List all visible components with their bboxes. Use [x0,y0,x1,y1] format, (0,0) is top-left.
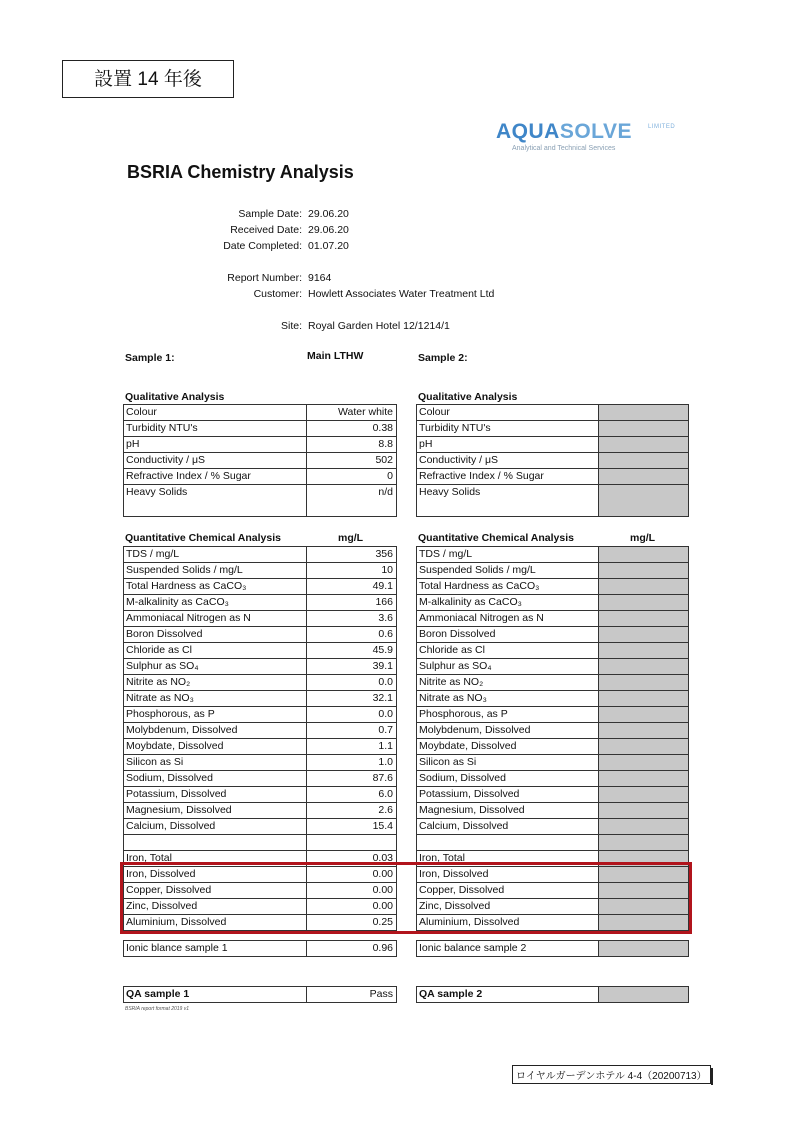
empty-value [599,563,689,579]
empty-value [599,643,689,659]
row-label: Total Hardness as CaCO₃ [417,579,599,595]
empty-value [599,835,689,851]
table-row [417,405,689,421]
row-label: Heavy Solids [417,485,599,517]
qualitative-heading-1: Qualitative Analysis [125,391,225,403]
empty-value [599,941,689,957]
row-value: 49.1 [307,579,397,595]
row-value: 6.0 [307,787,397,803]
meta-value: Howlett Associates Water Treatment Ltd [308,288,495,300]
row-label: Nitrate as NO₃ [417,691,599,707]
row-label: Turbidity NTU's [124,421,307,437]
empty-value [599,755,689,771]
table-row [124,595,397,611]
quantitative-heading-1: Quantitative Chemical Analysis [125,532,281,544]
table-row [124,723,397,739]
logo-subtitle: Analytical and Technical Services [512,145,616,152]
row-value: 0.00 [307,867,397,883]
row-label: pH [417,437,599,453]
row-label: Phosphorous, as P [417,707,599,723]
ionic-label-1: Ionic blance sample 1 [124,941,307,957]
meta-value: 9164 [308,272,332,284]
table-row [124,469,397,485]
table-row [417,739,689,755]
empty-value [599,803,689,819]
row-label: pH [124,437,307,453]
row-value: 87.6 [307,771,397,787]
row-label: Moybdate, Dissolved [417,739,599,755]
row-label: Colour [417,405,599,421]
table-row [417,675,689,691]
table-row [124,405,397,421]
row-value: 1.0 [307,755,397,771]
table-row [124,421,397,437]
qa-label-1: QA sample 1 [124,987,307,1003]
row-label: Zinc, Dissolved [124,899,307,915]
ionic-balance-sample1 [123,940,397,957]
row-label: Moybdate, Dissolved [124,739,307,755]
table-row [417,611,689,627]
empty-value [599,405,689,421]
row-label: Total Hardness as CaCO₃ [124,579,307,595]
table-row [417,819,689,835]
meta-label: Received Date: [230,224,302,236]
ionic-value-1: 0.96 [307,941,397,957]
empty-value [599,771,689,787]
row-label: Iron, Total [124,851,307,867]
row-label: Sodium, Dissolved [417,771,599,787]
table-row [124,803,397,819]
row-label: Refractive Index / % Sugar [124,469,307,485]
row-label [417,835,599,851]
empty-value [599,691,689,707]
table-row [417,563,689,579]
quantitative-unit-2: mg/L [630,532,656,544]
qa-sample2 [416,986,689,1003]
row-label: Molybdenum, Dissolved [417,723,599,739]
ionic-balance-sample2 [416,940,689,957]
row-label: M-alkalinity as CaCO₃ [124,595,307,611]
meta-label: Date Completed: [223,240,302,252]
empty-value [599,707,689,723]
qualitative-table-sample1 [123,404,397,517]
table-row [417,771,689,787]
row-label: Nitrite as NO₂ [417,675,599,691]
row-label: Iron, Dissolved [417,867,599,883]
row-value: 0.25 [307,915,397,931]
table-row [124,659,397,675]
meta-label: Report Number: [227,272,302,284]
empty-value [599,819,689,835]
meta-value: 29.06.20 [308,208,349,220]
table-row [417,987,689,1003]
highlight-box [120,862,692,934]
row-value: 45.9 [307,643,397,659]
table-row [124,941,397,957]
table-row [417,469,689,485]
table-row [124,627,397,643]
table-row [124,643,397,659]
row-label: Iron, Total [417,851,599,867]
row-label: Nitrate as NO₃ [124,691,307,707]
row-value: Water white [307,405,397,421]
row-label: Chloride as Cl [417,643,599,659]
row-label: Suspended Solids / mg/L [124,563,307,579]
table-row [124,771,397,787]
empty-value [599,547,689,563]
row-value: 39.1 [307,659,397,675]
row-label: Aluminium, Dissolved [417,915,599,931]
qa-label-2: QA sample 2 [417,987,599,1003]
row-value: 0.38 [307,421,397,437]
table-row [124,755,397,771]
table-row [124,987,397,1003]
empty-value [599,987,689,1003]
table-row [124,675,397,691]
row-value: 0.03 [307,851,397,867]
empty-value [599,469,689,485]
row-value: 0.00 [307,899,397,915]
row-label: TDS / mg/L [124,547,307,563]
table-row [417,835,689,851]
row-label: Ammoniacal Nitrogen as N [124,611,307,627]
table-row [417,547,689,563]
row-value: 15.4 [307,819,397,835]
row-label: Nitrite as NO₂ [124,675,307,691]
row-value: 502 [307,453,397,469]
quantitative-heading-2: Quantitative Chemical Analysis [418,532,574,544]
table-row [417,659,689,675]
row-label: Potassium, Dissolved [124,787,307,803]
logo-text-a: AQUA [496,120,560,143]
empty-value [599,595,689,611]
table-row [124,453,397,469]
row-value: 0.00 [307,883,397,899]
row-value: 3.6 [307,611,397,627]
row-label: Conductivity / μS [417,453,599,469]
table-row [124,835,397,851]
table-row [124,579,397,595]
empty-value [599,579,689,595]
meta-value: 29.06.20 [308,224,349,236]
empty-value [599,739,689,755]
table-row [417,723,689,739]
table-row [124,691,397,707]
qa-sample1 [123,986,397,1003]
row-value: n/d [307,485,397,517]
row-label [124,835,307,851]
table-row [417,787,689,803]
row-label: Magnesium, Dissolved [417,803,599,819]
qualitative-table-sample2 [416,404,689,517]
row-value: 0.6 [307,627,397,643]
meta-value: 01.07.20 [308,240,349,252]
row-label: Boron Dissolved [417,627,599,643]
meta-label: Customer: [253,288,302,300]
row-label: M-alkalinity as CaCO₃ [417,595,599,611]
table-row [124,611,397,627]
row-value: 166 [307,595,397,611]
caption-box: 設置 14 年後 [62,60,234,98]
row-value: 0.7 [307,723,397,739]
row-label: Turbidity NTU's [417,421,599,437]
empty-value [599,421,689,437]
row-label: Phosphorous, as P [124,707,307,723]
empty-value [599,627,689,643]
row-label: Calcium, Dissolved [417,819,599,835]
row-value: 10 [307,563,397,579]
empty-value [599,611,689,627]
table-row [417,803,689,819]
sample1-label: Sample 1: [125,352,175,364]
row-label: Heavy Solids [124,485,307,517]
row-value: 0.0 [307,707,397,723]
row-value: 1.1 [307,739,397,755]
table-row [417,643,689,659]
row-value: 356 [307,547,397,563]
empty-value [599,659,689,675]
row-label: Sulphur as SO₄ [417,659,599,675]
meta-label: Site: [280,320,302,332]
table-row [417,453,689,469]
table-row [417,707,689,723]
reference-label: ロイヤルガーデンホテル 4-4（20200713） [512,1065,711,1084]
table-row [417,595,689,611]
table-row [417,941,689,957]
table-row [124,547,397,563]
sample1-name: Main LTHW [307,350,364,362]
table-row [124,485,397,517]
row-label: Silicon as Si [417,755,599,771]
row-label: Chloride as Cl [124,643,307,659]
table-row [124,563,397,579]
row-value: 32.1 [307,691,397,707]
report-title: BSRIA Chemistry Analysis [127,162,354,182]
ionic-label-2: Ionic balance sample 2 [417,941,599,957]
quantitative-unit-1: mg/L [338,532,364,544]
meta-label: Sample Date: [238,208,302,220]
table-row [417,691,689,707]
table-row [124,787,397,803]
qa-value-1: Pass [307,987,397,1003]
row-label: Refractive Index / % Sugar [417,469,599,485]
row-label: Sodium, Dissolved [124,771,307,787]
table-row [417,485,689,517]
empty-value [599,453,689,469]
row-label: Colour [124,405,307,421]
row-label: Copper, Dissolved [417,883,599,899]
table-row [124,437,397,453]
row-label: Molybdenum, Dissolved [124,723,307,739]
company-logo [496,120,696,152]
table-row [417,437,689,453]
table-row [124,707,397,723]
row-label: Potassium, Dissolved [417,787,599,803]
row-label: Conductivity / μS [124,453,307,469]
table-row [417,627,689,643]
table-row [124,819,397,835]
qualitative-heading-2: Qualitative Analysis [418,391,518,403]
table-row [417,579,689,595]
row-label: Iron, Dissolved [124,867,307,883]
row-value: 2.6 [307,803,397,819]
empty-value [599,675,689,691]
row-label: Copper, Dissolved [124,883,307,899]
empty-value [599,787,689,803]
row-label: TDS / mg/L [417,547,599,563]
row-value: 0.0 [307,675,397,691]
row-label: Magnesium, Dissolved [124,803,307,819]
empty-value [599,437,689,453]
row-value: 8.8 [307,437,397,453]
meta-value: Royal Garden Hotel 12/1214/1 [308,320,450,332]
row-label: Boron Dissolved [124,627,307,643]
empty-value [599,485,689,517]
empty-value [599,723,689,739]
row-label: Silicon as Si [124,755,307,771]
logo-ltd: LIMITED [648,124,676,130]
row-label: Suspended Solids / mg/L [417,563,599,579]
table-row [124,739,397,755]
row-label: Sulphur as SO₄ [124,659,307,675]
row-value: 0 [307,469,397,485]
footnote: BSRIA report format 2019 v1 [125,1006,190,1012]
table-row [417,755,689,771]
row-label: Zinc, Dissolved [417,899,599,915]
row-label: Ammoniacal Nitrogen as N [417,611,599,627]
logo-text-b: SOLVE [559,120,632,143]
table-row [417,421,689,437]
row-label: Aluminium, Dissolved [124,915,307,931]
sample2-label: Sample 2: [418,352,468,364]
row-label: Calcium, Dissolved [124,819,307,835]
row-value [307,835,397,851]
